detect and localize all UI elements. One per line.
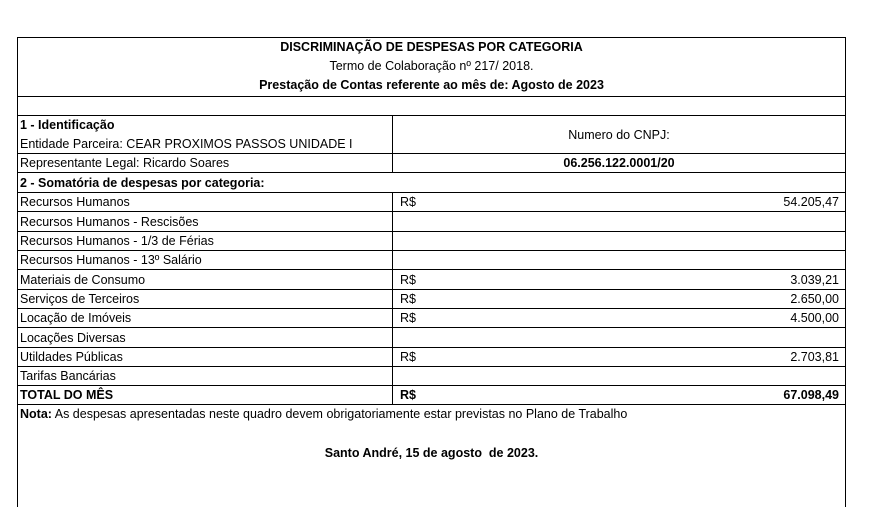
spacer-row [18,97,845,116]
expense-row [18,328,845,348]
expense-value: 3.039,21 [790,272,839,287]
expense-row [18,309,845,328]
expense-row [18,348,845,367]
identification-row [18,116,845,154]
expense-row [18,367,845,386]
note-label: Nota: [20,407,52,421]
expense-amount-cell [393,348,845,366]
expense-category: Utildades Públicas [18,348,393,366]
note-text: As despesas apresentadas neste quadro devem obrigatoriamente estar previstas no Plano de Trabalho [51,407,628,421]
expense-row [18,251,845,270]
total-row [18,386,845,405]
total-value: 67.098,49 [783,388,839,402]
cnpj-value: 06.256.122.0001/20 [563,156,675,170]
expenses-section-label: 2 - Somatória de despesas por categoria: [20,175,265,190]
expense-category: Serviços de Terceiros [18,290,393,308]
expense-value: 54.205,47 [783,195,839,209]
currency-symbol: R$ [400,272,416,287]
identification-cell [18,116,393,153]
expense-amount-cell [393,212,845,231]
expense-amount-cell [393,290,845,308]
expense-amount-cell [393,232,845,250]
expense-category: Materiais de Consumo [18,270,393,289]
expense-row [18,270,845,290]
currency-symbol: R$ [400,195,416,209]
expense-row [18,193,845,212]
expense-category: Tarifas Bancárias [18,367,393,385]
identification-section-label: 1 - Identificação [20,118,115,132]
expenses-section-row [18,173,845,193]
expense-amount-cell [393,251,845,269]
expense-value: 2.703,81 [790,350,839,364]
legal-representative: Representante Legal: Ricardo Soares [18,154,393,172]
expense-category: Locação de Imóveis [18,309,393,327]
cnpj-label: Numero do CNPJ: [568,127,670,142]
expense-category: Recursos Humanos - Rescisões [18,212,393,231]
reporting-period: Prestação de Contas referente ao mês de: Agosto de 2023 [259,78,604,92]
collaboration-term: Termo de Colaboração nº 217/ 2018. [329,59,534,73]
expense-value: 4.500,00 [790,311,839,325]
expense-category: Recursos Humanos [18,193,393,211]
expense-amount-cell [393,270,845,289]
expense-value: 2.650,00 [790,292,839,306]
currency-symbol: R$ [400,350,416,364]
document-title: DISCRIMINAÇÃO DE DESPESAS POR CATEGORIA [280,40,583,54]
expense-row [18,232,845,251]
note [20,407,627,421]
expense-category: Locações Diversas [18,328,393,347]
expense-row [18,290,845,309]
expense-amount-cell [393,328,845,347]
total-amount-cell [393,386,845,404]
expense-category: Recursos Humanos - 1/3 de Férias [18,232,393,250]
total-label: TOTAL DO MÊS [18,386,393,404]
expense-category: Recursos Humanos - 13º Salário [18,251,393,269]
header-block [18,38,845,97]
representative-row [18,154,845,173]
place-and-date: Santo André, 15 de agosto de 2023. [324,446,539,460]
cnpj-label-cell [393,116,845,153]
expense-sheet [17,37,846,507]
expense-amount-cell [393,367,845,385]
partner-entity: Entidade Parceira: CEAR PROXIMOS PASSOS UNIDADE I [20,137,353,151]
currency-symbol: R$ [400,311,416,325]
expense-amount-cell [393,193,845,211]
expense-row [18,212,845,232]
currency-symbol: R$ [400,388,416,402]
expense-amount-cell [393,309,845,327]
currency-symbol: R$ [400,292,416,306]
